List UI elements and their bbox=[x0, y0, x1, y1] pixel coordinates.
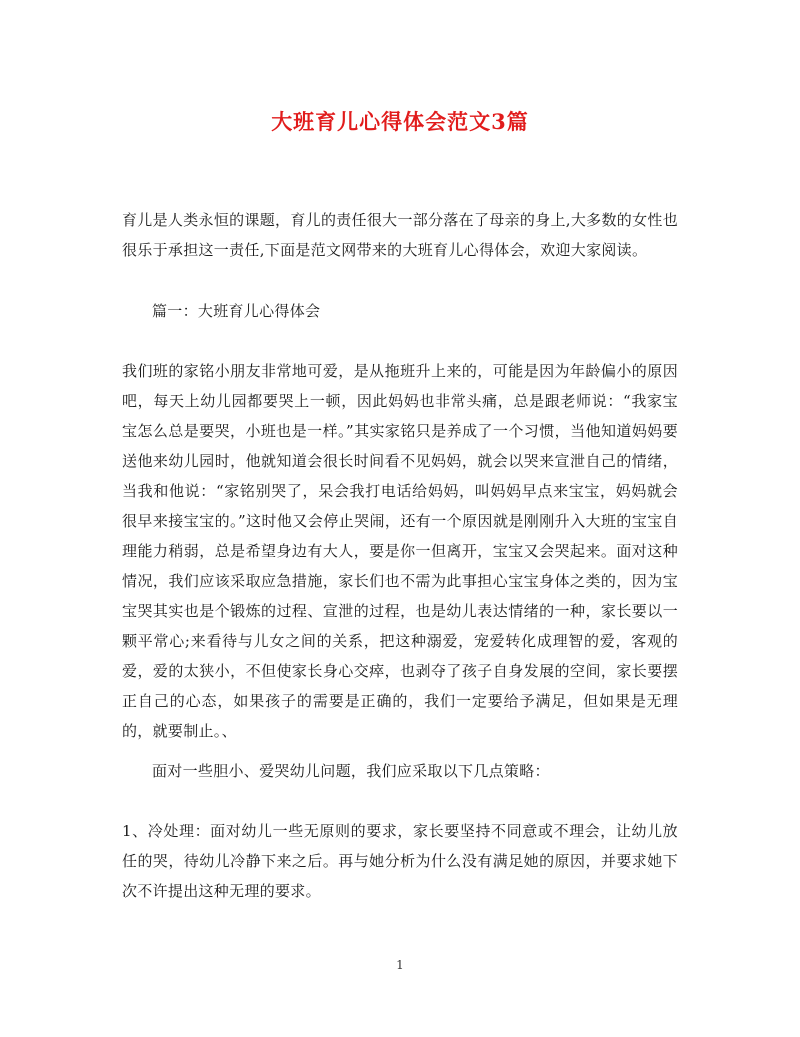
intro-paragraph: 育儿是人类永恒的课题，育儿的责任很大一部分落在了母亲的身上,大多数的女性也很乐于承担这一责任,下面是范文网带来的大班育儿心得体会，欢迎大家阅读。 bbox=[122, 211, 678, 259]
page-number: 1 bbox=[396, 958, 404, 972]
strategy-item-1: 1、冷处理：面对幼儿一些无原则的要求，家长要坚持不同意或不理会，让幼儿放任的哭，待幼儿冷静下来之后。再与她分析为什么没有满足她的原因，并要求她下次不许提出这种无理的要求。 bbox=[122, 822, 678, 900]
strategy-intro-paragraph: 面对一些胆小、爱哭幼儿问题，我们应采取以下几点策略： bbox=[152, 762, 550, 780]
body-paragraph: 我们班的家铭小朋友非常地可爱，是从拖班升上来的，可能是因为年龄偏小的原因吧，每天上幼儿园都要哭上一顿，因此妈妈也非常头痛，总是跟老师说：“我家宝宝怎么总是要哭，小班也是一样。”其实家铭只是养成了一个习惯，当他知道妈妈要送他来幼儿园时，他就知道会很长时间看不见妈妈，就会以哭来宣泄自己的情绪，当我和他说：“家铭别哭了，呆会我打电话给妈妈，叫妈妈早点来宝宝，妈妈就会很早来接宝宝的。”这时他又会停止哭闹，还有一个原因就是刚刚升入大班的宝宝自理能力稍弱，总是希望身边有大人，要是你一但离开，宝宝又会哭起来。面对这种情况，我们应该采取应急措施，家长们也不需为此事担心宝宝身体之类的，因为宝宝哭其实也是个锻炼的过程、宣泄的过程，也是幼儿表达情绪的一种，家长要以一颗平常心;来看待与儿女之间的关系，把这种溺爱，宠爱转化成理智的爱，客观的爱，爱的太狭小，不但使家长身心交瘁，也剥夺了孩子自身发展的空间，家长要摆正自己的心态，如果孩子的需要是正确的，我们一定要给予满足，但如果是无理的，就要制止。、 bbox=[122, 362, 678, 740]
section-heading: 篇一：大班育儿心得体会 bbox=[152, 302, 321, 320]
document-title: 大班育儿心得体会范文3篇 bbox=[271, 109, 529, 134]
